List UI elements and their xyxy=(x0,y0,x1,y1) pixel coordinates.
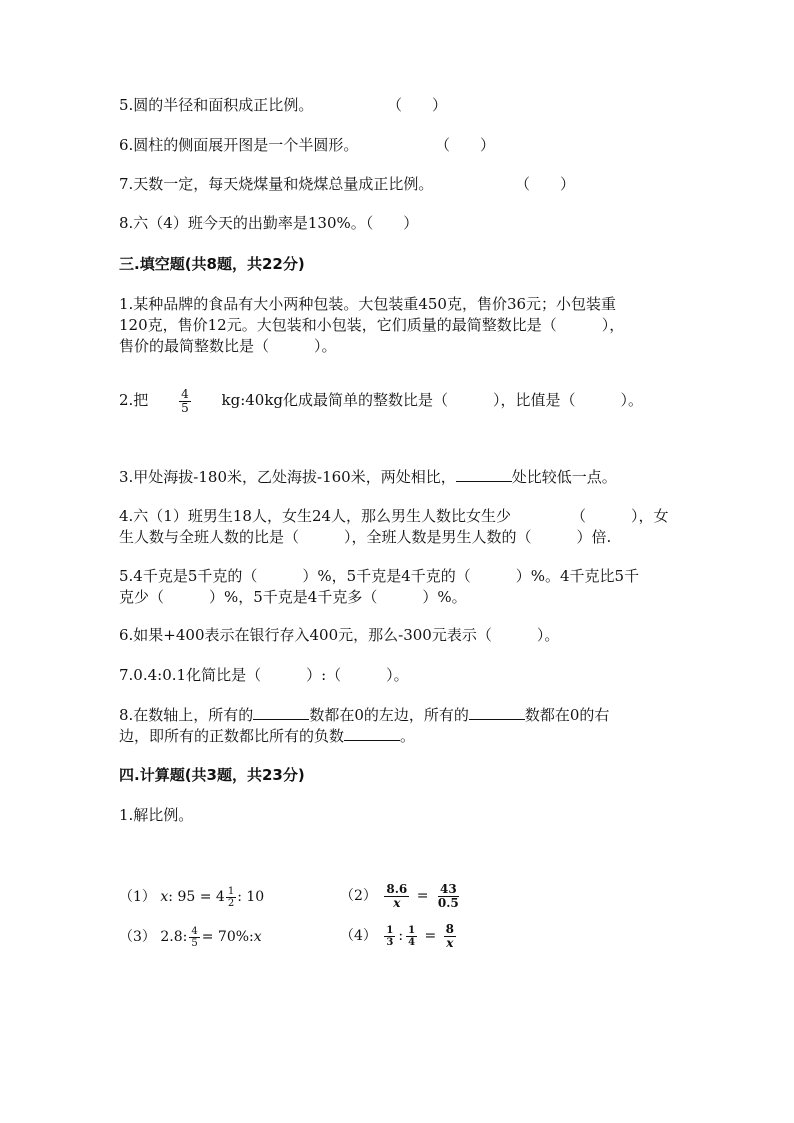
answer-parentheses[interactable]: （ ） xyxy=(515,175,576,193)
fraction-denominator: x xyxy=(393,895,401,910)
answer-blank[interactable] xyxy=(344,726,400,741)
proportion-problem-2 xyxy=(340,880,464,912)
expression: 2.8: xyxy=(160,929,188,945)
fraction-denominator: 4 xyxy=(408,936,416,948)
fill-question-1-line2: 120克，售价12元。大包装和小包装，它们质量的最简整数比是（ ）， xyxy=(119,316,625,334)
answer-blank[interactable] xyxy=(469,705,525,720)
fill-question-7: 7.0.4:0.1化简比是（ ）:（ ）。 xyxy=(119,666,409,684)
fraction-numerator: 4 xyxy=(181,386,189,401)
problem-label: （3） xyxy=(119,929,156,945)
answer-parentheses[interactable]: （ ） xyxy=(435,136,496,154)
proportion-problem-1 xyxy=(119,882,264,912)
question-text: 。 xyxy=(400,727,416,745)
judge-question-6 xyxy=(119,135,496,156)
fill-question-8-line1 xyxy=(119,705,609,726)
fraction-numerator: 1 xyxy=(227,885,235,897)
fill-question-3 xyxy=(119,467,617,488)
fraction-denominator: 5 xyxy=(191,937,198,949)
fraction-denominator: x xyxy=(446,935,454,950)
colon: : xyxy=(398,928,404,944)
section-title-calculation: 四.计算题(共3题，共23分) xyxy=(119,766,305,784)
question-text: 6.圆柱的侧面展开图是一个半圆形。 xyxy=(119,136,359,154)
fill-question-2 xyxy=(119,386,643,415)
expression: = 70%: xyxy=(201,929,254,945)
question-text: 2.把 xyxy=(119,391,149,409)
question-text: 3.甲处海拔-180米，乙处海拔-160米，两处相比， xyxy=(119,468,456,486)
variable-x: x xyxy=(160,889,169,905)
question-text: 8.在数轴上，所有的 xyxy=(119,706,254,724)
fraction-denominator: 5 xyxy=(181,400,189,415)
section-title-fill-blank: 三.填空题(共8题，共22分) xyxy=(119,255,305,273)
question-text: 边，即所有的正数都比所有的负数 xyxy=(119,727,345,745)
judge-question-8: 8.六（4）班今天的出勤率是130%。（ ） xyxy=(119,214,419,232)
question-text: kg:40kg化成最简单的整数比是（ ），比值是（ ）。 xyxy=(221,391,644,409)
question-text: 5.圆的半径和面积成正比例。 xyxy=(119,96,314,114)
answer-blank[interactable] xyxy=(456,467,512,482)
fraction xyxy=(384,883,409,910)
fraction-numerator: 8 xyxy=(445,921,455,936)
fraction xyxy=(226,886,236,909)
fraction xyxy=(444,923,456,950)
fraction xyxy=(384,925,395,948)
fraction-denominator: 2 xyxy=(227,897,235,909)
equals-sign: = xyxy=(416,888,429,904)
calc-question-1: 1.解比例。 xyxy=(119,806,194,824)
question-text: 数都在0的右 xyxy=(524,706,610,724)
judge-question-7 xyxy=(119,174,576,195)
problem-label: （1） xyxy=(119,889,156,905)
fill-question-4-line1 xyxy=(119,506,669,527)
question-text: 7.天数一定，每天烧煤量和烧煤总量成正比例。 xyxy=(119,175,434,193)
proportion-problem-3 xyxy=(119,922,262,952)
fraction-denominator: 0.5 xyxy=(437,895,459,910)
fill-question-1-line3: 售价的最简整数比是（ ）。 xyxy=(119,337,337,355)
fill-question-5-line2: 克少（ ）%，5千克是4千克多（ ）%。 xyxy=(119,588,467,606)
question-text: 4.六（1）班男生18人，女生24人，那么男生人数比女生少 xyxy=(119,507,512,525)
fill-question-5-line1: 5.4千克是5千克的（ ）%，5千克是4千克的（ ）%。4千克比5千 xyxy=(119,567,640,585)
equals-sign: = xyxy=(424,928,437,944)
question-text: （ ），女 xyxy=(571,507,669,525)
question-text: 处比较低一点。 xyxy=(511,468,617,486)
problem-label: （4） xyxy=(340,928,377,944)
proportion-problem-4 xyxy=(340,920,459,952)
question-text: 数都在0的左边，所有的 xyxy=(309,706,469,724)
fill-question-1-line1: 1.某种品牌的食品有大小两种包装。大包装重450克，售价36元；小包装重 xyxy=(119,295,617,313)
fill-question-6: 6.如果+400表示在银行存入400元，那么-300元表示（ ）。 xyxy=(119,626,560,644)
expression: : 10 xyxy=(237,889,265,905)
fraction-numerator: 1 xyxy=(408,924,416,936)
fill-question-4-line2: 生人数与全班人数的比是（ ），全班人数是男生人数的（ ）倍. xyxy=(119,528,612,546)
fraction xyxy=(436,883,461,910)
answer-blank[interactable] xyxy=(253,705,309,720)
fraction xyxy=(189,926,199,949)
variable-x: x xyxy=(253,929,262,945)
fraction xyxy=(406,925,417,948)
judge-question-5 xyxy=(119,95,448,116)
answer-parentheses[interactable]: （ ） xyxy=(387,96,448,114)
fraction-numerator: 1 xyxy=(386,924,394,936)
fraction-numerator: 8.6 xyxy=(386,881,408,896)
problem-label: （2） xyxy=(340,888,377,904)
expression: : 95 = 4 xyxy=(168,889,225,905)
fraction-denominator: 3 xyxy=(386,936,394,948)
fraction-numerator: 43 xyxy=(440,881,457,896)
fraction-numerator: 4 xyxy=(191,925,198,937)
fill-question-8-line2 xyxy=(119,726,415,747)
fraction xyxy=(179,388,191,415)
